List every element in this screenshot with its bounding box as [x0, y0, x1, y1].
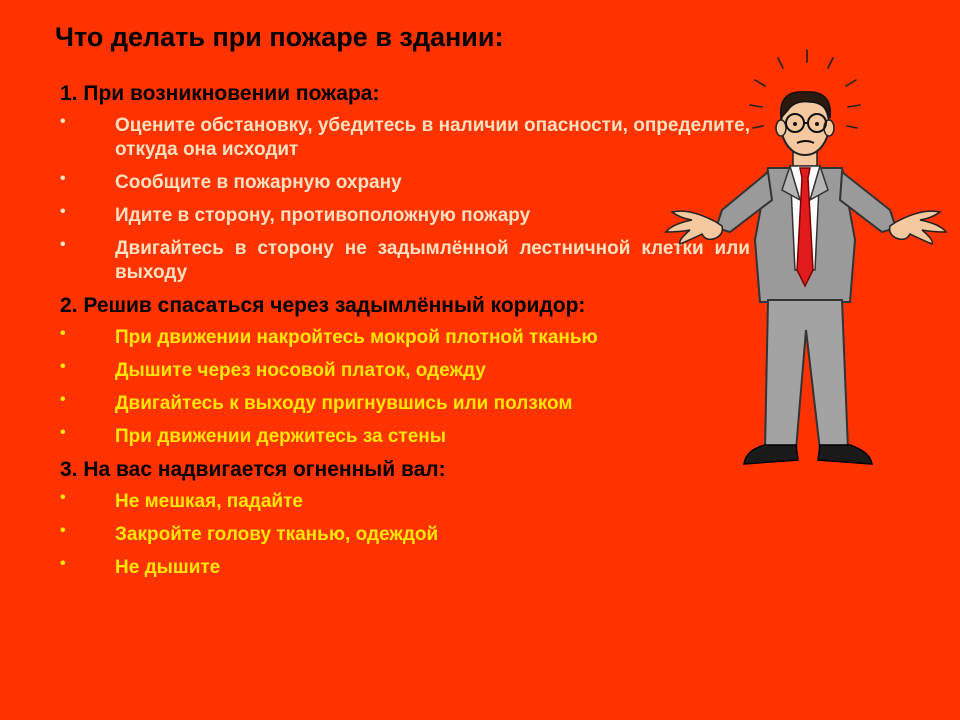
- section-3-heading: 3. На вас надвигается огненный вал:: [60, 458, 446, 481]
- bullet-icon: •: [60, 170, 66, 187]
- list-item: • Идите в сторону, противоположную пожару: [60, 204, 750, 228]
- section-3-list: [60, 490, 750, 580]
- bullet-icon: •: [60, 522, 66, 539]
- list-item: • Дышите через носовой платок, одежду: [60, 359, 750, 383]
- section-1-heading: 1. При возникновении пожара:: [60, 82, 380, 105]
- bullet-icon: •: [60, 113, 66, 130]
- list-item: • Оцените обстановку, убедитесь в наличии опасности, определите, откуда она исходит: [60, 114, 750, 162]
- bullet-icon: •: [60, 236, 66, 253]
- list-item: • Закройте голову тканью, одеждой: [60, 523, 750, 547]
- bullet-icon: •: [60, 555, 66, 572]
- list-item: • Двигайтесь в сторону не задымлённой лестничной клетки или выходу: [60, 237, 750, 285]
- section-1-list: [60, 114, 750, 285]
- bullet-icon: •: [60, 391, 66, 408]
- section-2-list: [60, 326, 750, 449]
- slide-title: Что делать при пожаре в здании:: [55, 22, 504, 52]
- section-2-heading: 2. Решив спасаться через задымлённый коридор:: [60, 294, 586, 317]
- list-item: • Сообщите в пожарную охрану: [60, 171, 750, 195]
- bullet-icon: •: [60, 489, 66, 506]
- bullet-icon: •: [60, 424, 66, 441]
- list-item: • Не дышите: [60, 556, 750, 580]
- bullet-icon: •: [60, 203, 66, 220]
- list-item: • Двигайтесь к выходу пригнувшись или ползком: [60, 392, 750, 416]
- list-item: • При движении накройтесь мокрой плотной тканью: [60, 326, 750, 350]
- list-item: • При движении держитесь за стены: [60, 425, 750, 449]
- bullet-icon: •: [60, 358, 66, 375]
- content: [60, 82, 750, 589]
- list-item: • Не мешкая, падайте: [60, 490, 750, 514]
- bullet-icon: •: [60, 325, 66, 342]
- confused-man-illustration: [650, 40, 960, 490]
